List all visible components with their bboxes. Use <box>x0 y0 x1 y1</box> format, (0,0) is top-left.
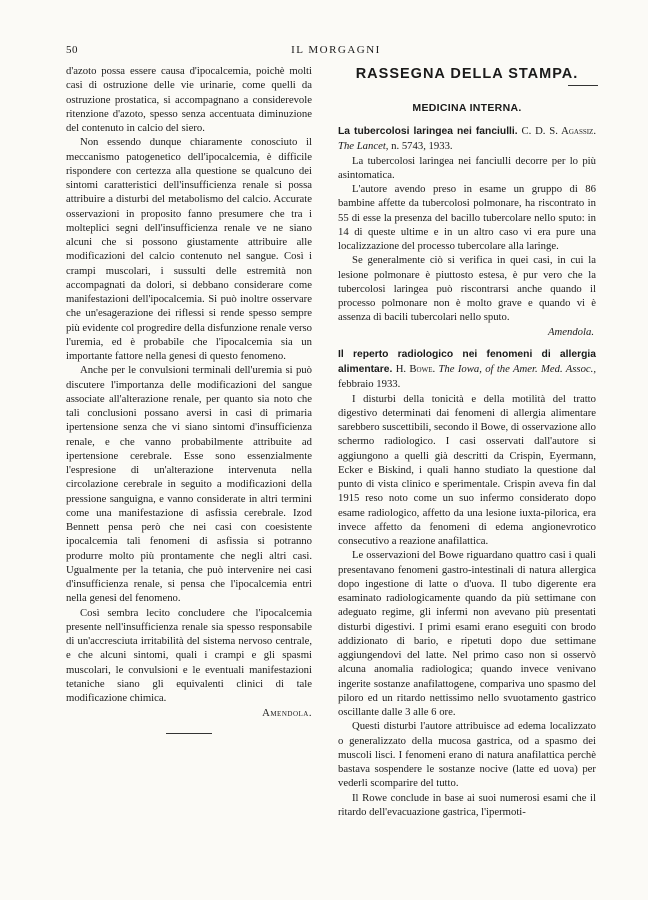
article-2-paragraph-1: I disturbi della tonicità e della motilità del tratto digestivo determinati dai fenomeni di allergia alimentare sarebbero suscettibili, secondo il Bowe, di osservazione allo schermo radiologico. I casi osservati dall'autore si aggiungono a quelli già descritti da Crispin, Eyermann, Ecker e Biskind, i quali hanno studiato la questione dal punto di vista clinico e sperimentale. Crispin aveva fin dal 1915 reso noto come un suo infermo considerato dopo esame radiologico, affetto da una lesione iuxta-pilorica, era invece affetto da fenomeni di edema angionevrotico consecutivo a reazione anafilattica. <box>338 392 596 547</box>
article-1-paragraph-1: La tubercolosi laringea nei fanciulli decorre per lo più asintomatica. <box>338 154 596 181</box>
article-2-authors: H. Bowe. <box>395 363 436 375</box>
article-2-journal: The Iowa, of the Amer. Med. Assoc., <box>438 363 597 375</box>
article-1-journal: The Lancet, <box>338 140 389 153</box>
article-1-signature: Amendola. <box>547 325 594 338</box>
article-1-title: La tubercolosi laringea nei fanciulli. <box>338 126 518 137</box>
article-2-title: Il reperto radiologico nei fenomeni di allergia alimentare. <box>338 348 596 375</box>
article-2-paragraph-3: Questi disturbi l'autore attribuisce ad edema localizzato o generalizzato della mucosa gastrica, od a spasmo dei muscoli lisci. I fenomeni erano di natura anafilattica perchè bastava sospendere le sostanze nocive (latte ed uova) per vederli scomparire del tutto. <box>338 720 596 790</box>
article-2-heading <box>338 347 596 392</box>
subsection-title: MEDICINA INTERNA. <box>412 102 522 114</box>
page-header <box>66 44 606 58</box>
left-column <box>66 64 312 734</box>
end-rule <box>166 733 212 734</box>
left-paragraph-2: Non essendo dunque chiaramente conosciuto il meccanismo patogenetico dell'ipocalcemia, è difficile rispondere con certezza alla questione se qualcuno dei sintomi caratteristici dell'insufficienza renale si possa attribuire a disturbi del metabolismo del calcio. Accurate osservazioni in proposito fanno presumere che tra i molteplici segni dell'insufficienza renale ve ne siano alcuni che si possono giustamente attribuire alle modificazioni del calcio contenuto nel sangue. Così i crampi muscolari, i sussulti delle estremità non accompagnati da dolori, si debbano considerare come manifestazioni dell'ipocalcemia. Si può inoltre osservare che un'esagerazione dei riflessi si rende spesso sempre più evidente col progredire della disfunzione renale verso l'uremia, ed è probabile che l'ipocalcemia sia un importante fattore nella genesi di questo fenomeno. <box>66 136 313 362</box>
left-paragraph-1: d'azoto possa essere causa d'ipocalcemia, poichè molti casi di ostruzione delle vie urinarie, come quelli da ostruzione prostatica, si accompagnano a considerevole ritenzione d'azoto, spesso senza accentuata diminuzione del contenuto in calcio del siero. <box>66 65 312 134</box>
right-column <box>338 64 596 819</box>
article-1-heading <box>338 124 596 154</box>
article-2-paragraph-2: Le osservazioni del Bowe riguardano quattro casi i quali presentavano fenomeni gastro-intestinali di natura allergica dopo ingestione di latte o d'uova. Il tubo digerente era esaminato radiologicamente quando da più settimane con adeguato regime, gli infermi non avevano più presentati disturbi digestivi. I primi esami erano eseguiti con brodo addizionato di bario, e ripetuti dopo due settimane aggiungendovi del latte. Nel primo caso non si osservò alcuna anomalia radiologica; quando invece venivano ingerite sostanze anafilattogene, compariva uno spasmo del piloro ed un ritardo nettissimo nello svuotamento gastrico oscillante dalle 3 alle 6 ore. <box>338 549 596 718</box>
left-paragraph-3: Anche per le convulsioni terminali dell'uremia si può discutere l'importanza delle modificazioni del sangue associate all'alterazione renale, per quanto sia noto che tali conclusioni possano aversi in casi di primaria ipertensione senza che vi siano sintomi d'insufficienza renale, e che vanno probabilmente attribuite ad ipertensione cerebrale. Esse sono essenzialmente l'espresione di un'alterazione intervenuta nella circolazione cerebrale in seguito a modificazioni della pressione sanguigna, e vanno considerate in altri termini come una manifestazione di asfissia cerebrale. Izod Bennett pensa però che nei casi con coesistente ipocalcemia tali fenomeni di asfissia si potranno produrre molto più prontamente che negli altri casi. Ugualmente per la tetania, che può intervenire nei casi d'insufficienza renale, si pensa che l'ipocalcemia entri nella genesi del fenomeno. <box>66 364 312 605</box>
article-2-paragraph-4: Il Rowe conclude in base ai suoi numerosi esami che il ritardo dell'evacuazione gastrica, l'ipermoti- <box>338 791 596 818</box>
left-signature: Amendola. <box>262 707 312 720</box>
article-1-paragraph-2: L'autore avendo preso in esame un gruppo di 86 bambine affette da tubercolosi polmonare, ha riscontrato in 55 di esse la presenza del bacillo tubercolare nello sputo: in 14 di queste ultime e in un altro caso vi era pure una localizzazione del processo tubercolare alla laringe. <box>338 183 596 252</box>
article-1-authors: C. D. S. Agassiz. <box>521 125 597 137</box>
running-title: IL MORGAGNI <box>291 44 381 56</box>
article-1-paragraph-3: Se generalmente ciò si verifica in quei casi, in cui la lesione polmonare è piuttosto estesa, è pur vero che la tubercolosi laringea può riscontrarsi anche quando il processo polmonare non è molto grave e quando vi è assenza di bacili tubercolari nello sputo. <box>338 254 596 324</box>
section-title-underline <box>568 85 598 86</box>
left-paragraph-4: Così sembra lecito concludere che l'ipocalcemia presente nell'insufficienza renale sia spesso responsabile di un'accresciuta irritabilità del sistema nervoso centrale, e che alcuni sintomi, quali i crampi e gli spasmi muscolari, le convulsioni e le eventuali manifestazioni tetaniche siano gli equivalenti clinici di tale modificazione chimica. <box>66 606 312 704</box>
page-number: 50 <box>66 44 78 56</box>
article-2-ref: febbraio 1933. <box>338 378 401 391</box>
section-title: RASSEGNA DELLA STAMPA. <box>355 66 579 82</box>
article-1-ref: n. 5743, 1933. <box>391 140 453 153</box>
